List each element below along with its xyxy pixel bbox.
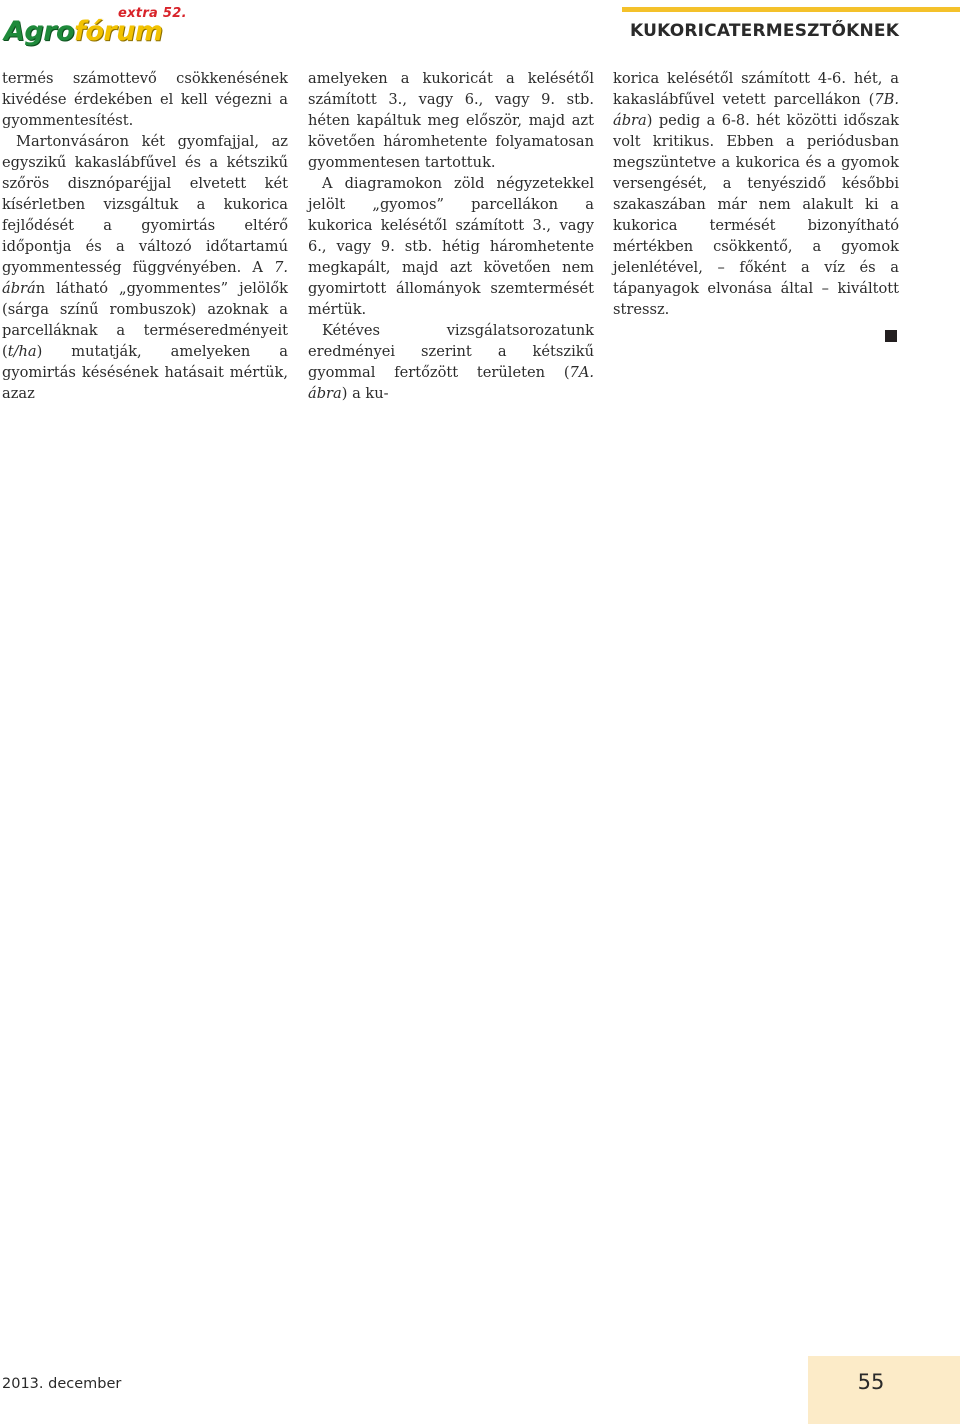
paragraph: termés számottevő csökkenésének kivédése érdekében el kell végezni a gyommentesítést. (2, 70, 288, 129)
page-number-box (808, 1356, 960, 1424)
text-run: ) mutatják, amelyeken a gyomirtás késésének hatásait mértük, azaz (2, 343, 288, 402)
paragraph (308, 320, 594, 404)
article-end-mark-icon (885, 330, 897, 342)
magazine-logo (2, 4, 187, 46)
text-column-1 (2, 68, 288, 404)
text-run: Kétéves vizsgálatsorozatunk eredményei szerint a kétszikű gyommal fertőzött területen ( (308, 322, 594, 381)
logo-wordmark-part1: Agro (4, 16, 75, 47)
text-run: ) pedig a 6-8. hét közötti időszak volt kritikus. Ebben a periódusban megszüntetve a kukorica és a gyomok versengését, a tenyészidő későbbi szakaszában már nem alakult ki a kukorica termését bizonyítható mértékben csökkentő, a gyomok jelenlétével, – főként a víz és a tápanyagok elvonása által – kiváltott stressz. (613, 112, 899, 318)
text-column-3 (613, 68, 899, 342)
text-run: ) a ku- (341, 385, 389, 402)
paragraph (613, 68, 899, 320)
unit-label: t/ha (7, 343, 37, 360)
logo-wordmark-part2: fórum (74, 16, 163, 47)
text-run: korica kelésétől számított 4-6. hét, a kakaslábfűvel vetett parcellákon ( (613, 70, 899, 108)
text-run: Martonvásáron két gyomfajjal, az egyszikű kakaslábfűvel és a kétszikű szőrös disznóparéjjal elvetett két kísérletben vizsgáltuk a kukorica fejlődését a gyomirtás eltérő időpontja és a változó időtartamú gyommentesség függvényében. A (2, 133, 288, 276)
logo-issue-label: extra 52. (118, 6, 187, 21)
paragraph (2, 131, 288, 404)
text-column-2 (308, 68, 594, 404)
paragraph: amelyeken a kukoricát a kelésétől számított 3., vagy 6., vagy 9. stb. héten kapáltuk meg először, majd azt követően háromhetente folyamatosan gyommentesen tartottuk. (308, 70, 594, 171)
figure-reference: 7. ábrá (2, 259, 288, 297)
section-title: KUKORICATERMESZTŐKNEK (630, 21, 900, 41)
logo-wordmark (4, 16, 163, 47)
paragraph: A diagramokon zöld négyzetekkel jelölt „gyomos” parcellákon a kukorica kelésétől számított 3., vagy 6., vagy 9. stb. hétig háromhetente megkapált, majd azt követően nem gyomirtott állományok szemtermését mértük. (308, 175, 594, 318)
figure-reference: 7B. ábra (613, 91, 899, 129)
page-number: 55 (857, 1370, 885, 1394)
footer-date: 2013. december (2, 1376, 122, 1392)
text-run: n látható „gyommentes” jelölők (sárga színű rombuszok) azoknak a parcelláknak a terméseredményeit ( (2, 280, 288, 360)
header-accent-rule (622, 7, 960, 12)
figure-reference: 7A. ábra (308, 364, 594, 402)
